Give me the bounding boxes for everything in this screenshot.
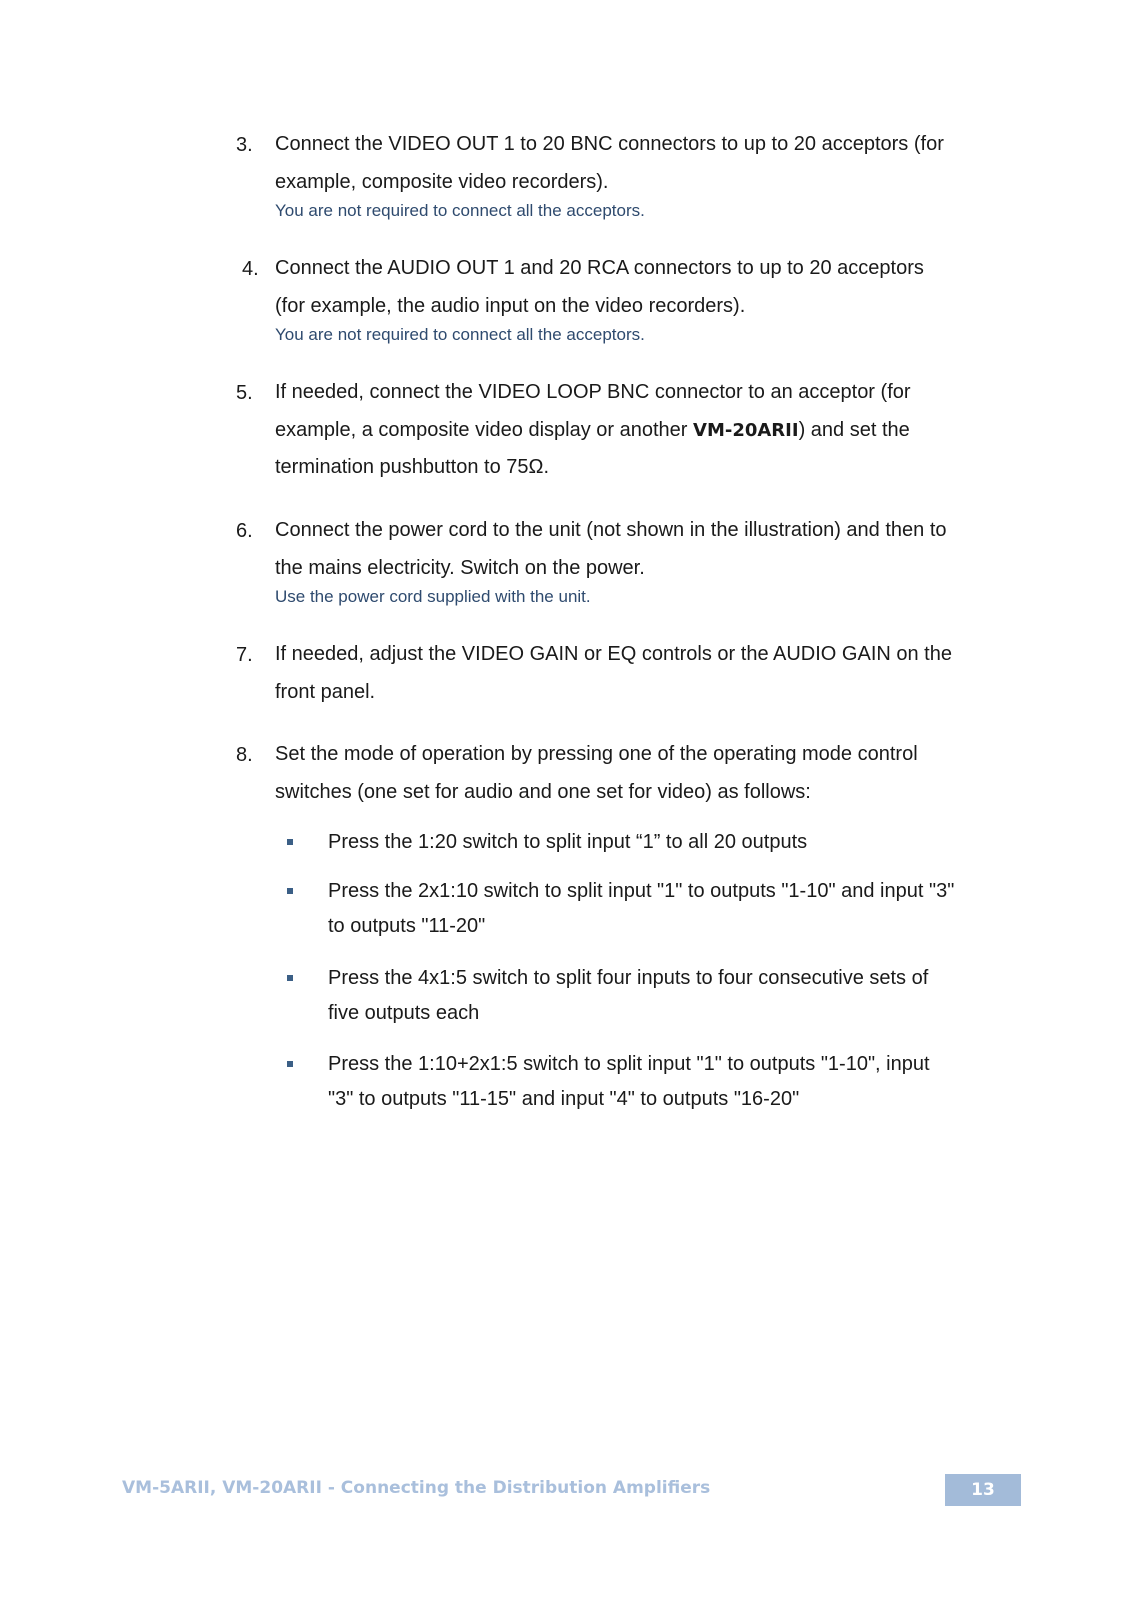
step-note: You are not required to connect all the acceptors.: [275, 201, 645, 220]
square-bullet-icon: [287, 839, 293, 845]
bullet-line: "3" to outputs "11-15" and input "4" to outputs "16-20": [328, 1088, 800, 1110]
step-line: Connect the VIDEO OUT 1 to 20 BNC connectors to up to 20 acceptors (for: [275, 133, 944, 155]
step-line-pre: example, a composite video display or another: [275, 418, 694, 441]
bullet-line: Press the 1:20 switch to split input “1” to all 20 outputs: [328, 831, 808, 853]
step-number: 7.: [236, 644, 253, 666]
step-text: [275, 250, 1015, 325]
square-bullet-icon: [287, 888, 293, 894]
step-line: front panel.: [275, 680, 376, 703]
step-text: [275, 636, 1015, 711]
bullet-line: to outputs "11-20": [328, 915, 486, 937]
step-line: If needed, adjust the VIDEO GAIN or EQ controls or the AUDIO GAIN on the: [275, 643, 952, 665]
step-line: example, composite video recorders).: [275, 170, 609, 193]
square-bullet-icon: [287, 975, 293, 981]
step-number: 5.: [236, 382, 253, 404]
step-text: [275, 126, 1015, 201]
step-text: [275, 374, 1015, 487]
step-text: [275, 736, 1015, 811]
step-line: [275, 412, 1015, 450]
bullet-text: [328, 961, 1018, 1031]
step-note: Use the power cord supplied with the unit.: [275, 587, 591, 606]
step-number: 3.: [236, 134, 253, 156]
step-number: 8.: [236, 744, 253, 766]
step-line: Set the mode of operation by pressing one of the operating mode control: [275, 743, 918, 765]
product-model-name: VM-20ARII: [693, 419, 799, 441]
step-line: termination pushbutton to 75Ω.: [275, 456, 550, 478]
bullet-line: Press the 1:10+2x1:5 switch to split input "1" to outputs "1-10", input: [328, 1053, 930, 1075]
step-text: [275, 512, 1015, 587]
step-line-post: ) and set the: [798, 418, 910, 441]
bullet-line: Press the 4x1:5 switch to split four inputs to four consecutive sets of: [328, 967, 929, 989]
bullet-line: Press the 2x1:10 switch to split input "1" to outputs "1-10" and input "3": [328, 880, 955, 902]
step-line: If needed, connect the VIDEO LOOP BNC connector to an acceptor (for: [275, 381, 911, 403]
step-note: You are not required to connect all the acceptors.: [275, 325, 645, 344]
bullet-text: [328, 825, 1018, 860]
step-line: the mains electricity. Switch on the power.: [275, 556, 645, 579]
square-bullet-icon: [287, 1061, 293, 1067]
step-line: (for example, the audio input on the video recorders).: [275, 294, 746, 317]
bullet-line: five outputs each: [328, 1002, 480, 1024]
step-line: switches (one set for audio and one set for video) as follows:: [275, 780, 811, 803]
bullet-text: [328, 1047, 1018, 1117]
step-line: Connect the power cord to the unit (not shown in the illustration) and then to: [275, 519, 947, 541]
step-line: Connect the AUDIO OUT 1 and 20 RCA connectors to up to 20 acceptors: [275, 257, 924, 279]
step-number: 4.: [242, 258, 259, 280]
step-number: 6.: [236, 520, 253, 542]
bullet-text: [328, 874, 1018, 944]
footer-title: VM-5ARII, VM-20ARII - Connecting the Distribution Amplifiers: [122, 1478, 711, 1498]
page-number: 13: [945, 1474, 1021, 1506]
